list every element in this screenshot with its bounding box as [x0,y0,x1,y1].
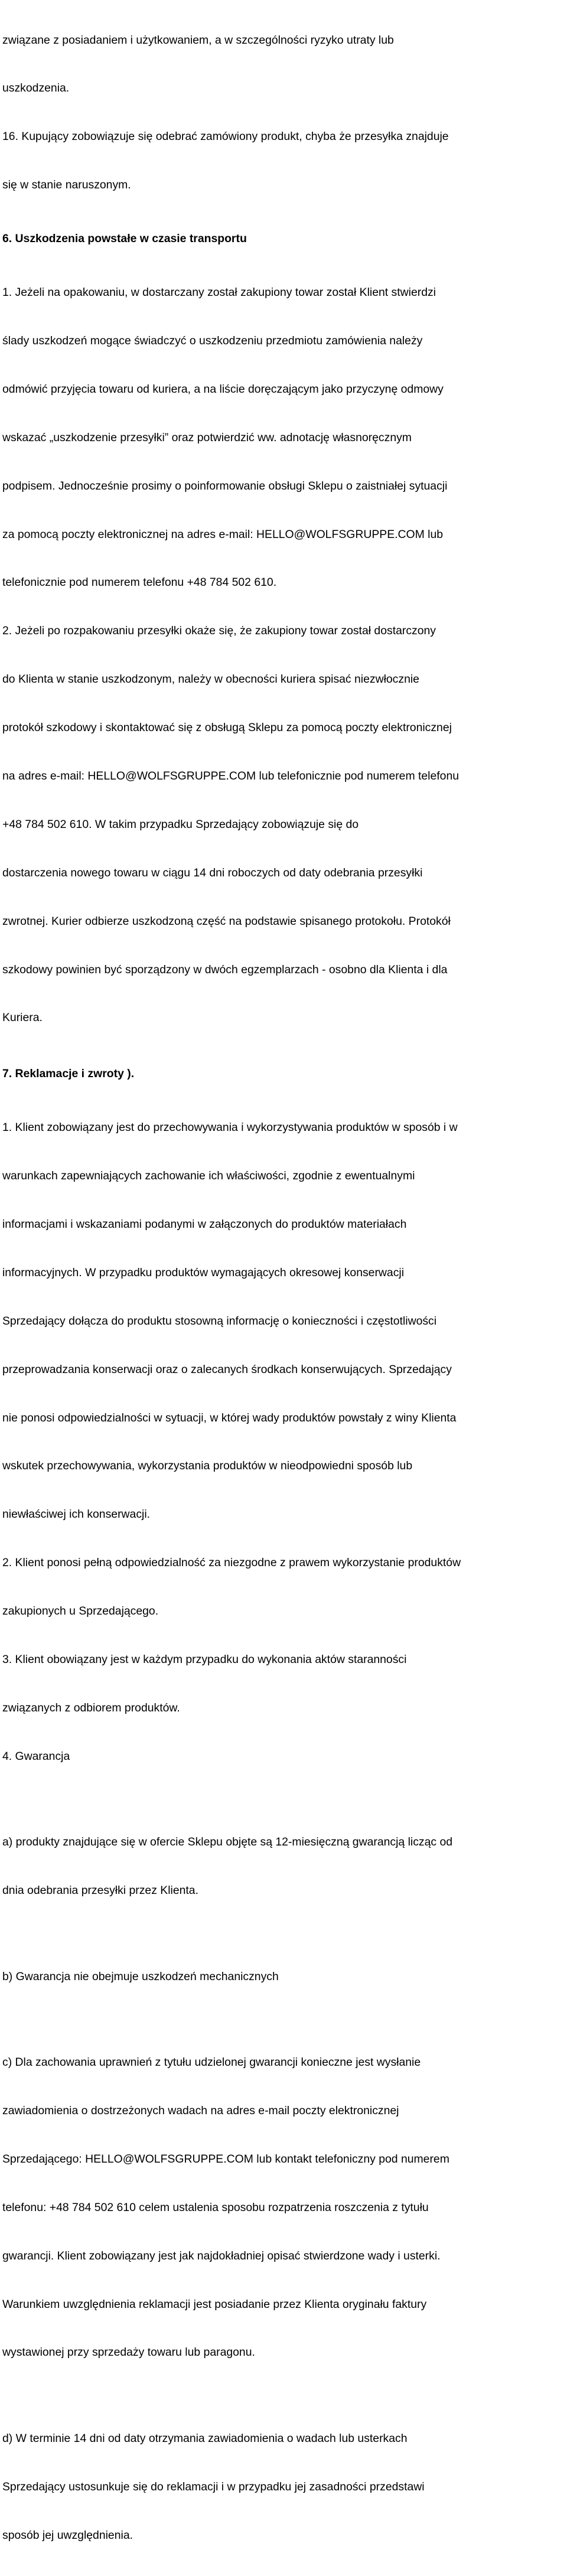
paragraph-ownership-risk [2,0,565,226]
text-line: 2. Klient ponosi pełną odpowiedzialność za niezgodne z prawem wykorzystanie produktów [2,1556,461,1570]
text-line: c) Dla zachowania uprawnień z tytułu udzielonej gwarancji konieczne jest wysłanie [2,2056,421,2069]
heading-text: 6. Uszkodzenia powstałe w czasie transportu [2,232,247,246]
text-line: wystawionej przy sprzedaży towaru lub paragonu. [2,2346,255,2359]
text-line: zawiadomienia o dostrzeżonych wadach na adres e-mail poczty elektronicznej [2,2104,399,2117]
paragraph-warranty-b [2,1936,565,2017]
paragraph-warranty-d [2,2398,565,2575]
text-line: odmówić przyjęcia towaru od kuriera, a na liście doręczającym jako przyczynę odmowy [2,382,444,396]
text-line: na adres e-mail: HELLO@WOLFSGRUPPE.COM lub telefonicznie pod numerem telefonu [2,769,460,782]
text-line: Kuriera. [2,1011,43,1025]
text-line: wskutek przechowywania, wykorzystania produktów w nieodpowiedni sposób lub [2,1459,413,1473]
text-line: się w stanie naruszonym. [2,178,131,192]
text-line: 16. Kupujący zobowiązuje się odebrać zamówiony produkt, chyba że przesyłka znajduje [2,130,449,144]
text-line: 1. Klient zobowiązany jest do przechowywania i wykorzystywania produktów w sposób i w [2,1121,458,1134]
paragraph-complaints [2,1088,565,1797]
text-line: 3. Klient obowiązany jest w każdym przypadku do wykonania aktów staranności [2,1652,407,1666]
paragraph-warranty-a [2,1802,565,1931]
text-line: telefonu: +48 784 502 610 celem ustalenia sposobu rozpatrzenia roszczenia z tytułu [2,2200,429,2214]
text-line: gwarancji. Klient zobowiązany jest jak najdokładniej opisać stwierdzone wady i usterki. [2,2249,441,2262]
text-line: d) W terminie 14 dni od daty otrzymania zawiadomienia o wadach lub usterkach [2,2431,408,2445]
text-line: dostarczenia nowego towaru w ciągu 14 dni roboczych od daty odebrania przesyłki [2,866,423,879]
text-line: telefonicznie pod numerem telefonu +48 784 502 610. [2,576,277,589]
text-line: przeprowadzania konserwacji oraz o zalecanych środkach konserwujących. Sprzedający [2,1362,452,1376]
text-line: informacjami i wskazaniami podanymi w załączonych do produktów materiałach [2,1217,407,1231]
text-line: ślady uszkodzeń mogące świadczyć o uszkodzeniu przedmiotu zamówienia należy [2,334,423,347]
text-line: do Klienta w stanie uszkodzonym, należy w obecności kuriera spisać niezwłocznie [2,673,419,686]
text-line: uszkodzenia. [2,81,70,95]
text-line: protokół szkodowy i skontaktować się z obsługą Sklepu za pomocą poczty elektronicznej [2,721,452,735]
text-line: podpisem. Jednocześnie prosimy o poinformowanie obsługi Sklepu o zaistniałej sytuacji [2,479,448,493]
section-heading-7 [2,1066,565,1082]
text-line: 4. Gwarancja [2,1749,70,1763]
text-line: Sprzedający ustosunkuje się do reklamacji i w przypadku jej zasadności przedstawi [2,2480,425,2493]
text-line: warunkach zapewniających zachowanie ich właściwości, zgodnie z ewentualnymi [2,1169,415,1183]
text-line: dnia odebrania przesyłki przez Klienta. [2,1884,198,1897]
text-line: +48 784 502 610. W takim przypadku Sprzedający zobowiązuje się do [2,817,359,831]
text-line: Warunkiem uwzględnienia reklamacji jest posiadanie przez Klienta oryginału faktury [2,2297,427,2311]
text-line: b) Gwarancja nie obejmuje uszkodzeń mechanicznych [2,1970,279,1983]
text-line: za pomocą poczty elektronicznej na adres e-mail: HELLO@WOLFSGRUPPE.COM lub [2,527,444,541]
section-heading-6 [2,231,565,247]
text-line: a) produkty znajdujące się w ofercie Sklepu objęte są 12-miesięczną gwarancją licząc od [2,1835,453,1849]
text-line: niewłaściwej ich konserwacji. [2,1508,151,1521]
text-line: wskazać „uszkodzenie przesyłki” oraz potwierdzić ww. adnotację własnoręcznym [2,431,412,444]
paragraph-warranty-c [2,2023,565,2394]
text-line: związane z posiadaniem i użytkowaniem, a w szczególności ryzyko utraty lub [2,33,394,47]
text-line: 1. Jeżeli na opakowaniu, w dostarczany został zakupiony towar został Klient stwierdzi [2,286,436,299]
text-line: szkodowy powinien być sporządzony w dwóch egzemplarzach - osobno dla Klienta i dla [2,963,448,976]
text-line: nie ponosi odpowiedzialności w sytuacji, w której wady produktów powstały z winy Klienta [2,1411,457,1424]
text-line: 2. Jeżeli po rozpakowaniu przesyłki okaże się, że zakupiony towar został dostarczony [2,624,436,638]
text-line: Sprzedającego: HELLO@WOLFSGRUPPE.COM lub kontakt telefoniczny pod numerem [2,2152,449,2166]
heading-text: 7. Reklamacje i zwroty ). [2,1067,135,1081]
paragraph-transport-damage [2,252,565,1058]
text-line: związanych z odbiorem produktów. [2,1701,180,1714]
document-page [2,0,565,2576]
text-line: informacyjnych. W przypadku produktów wymagających okresowej konserwacji [2,1266,405,1279]
text-line: zwrotnej. Kurier odbierze uszkodzoną część na podstawie spisanego protokołu. Protokół [2,914,451,928]
text-line: Sprzedający dołącza do produktu stosowną informację o konieczności i częstotliwości [2,1314,437,1328]
text-line: zakupionych u Sprzedającego. [2,1605,159,1618]
text-line: sposób jej uwzględnienia. [2,2528,133,2542]
